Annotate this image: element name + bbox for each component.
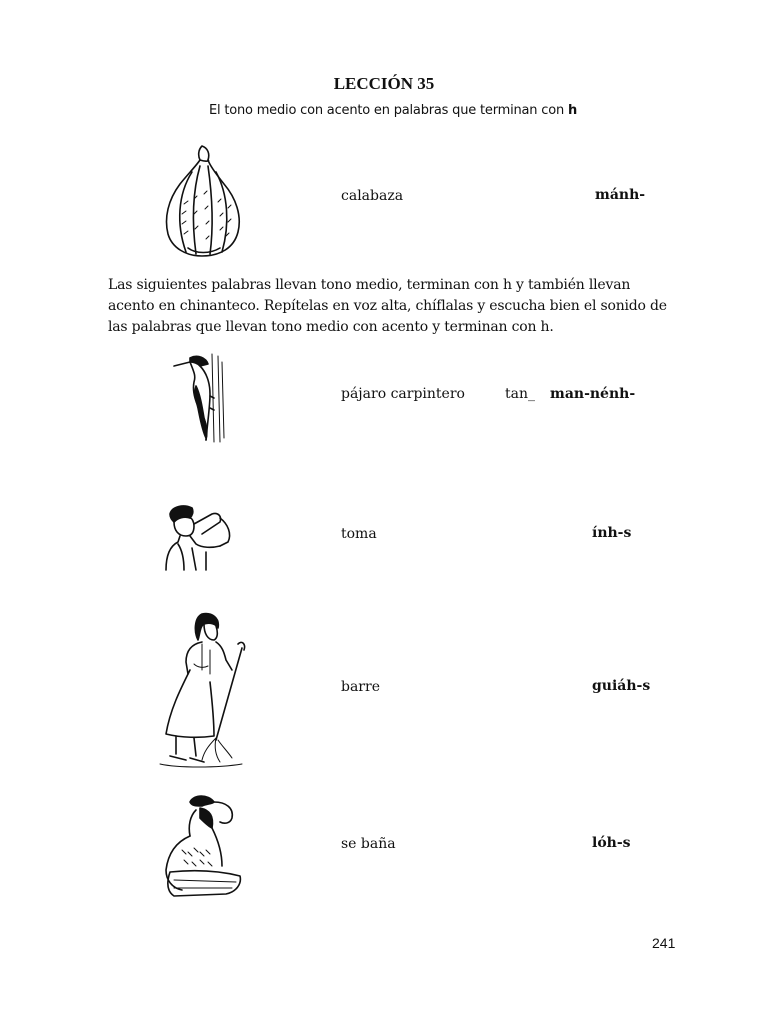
item-word-woodpecker: pájaro carpintero xyxy=(341,386,465,402)
page-title: LECCIÓN 35 xyxy=(333,74,435,93)
example-tone: mánh- xyxy=(595,187,646,203)
subtitle-bold-letter: h xyxy=(567,103,577,118)
item-tone-woodpecker: man-nénh- xyxy=(550,386,636,402)
page-number: 241 xyxy=(652,935,676,951)
squash-illustration xyxy=(158,144,248,259)
item-word-drink: toma xyxy=(341,526,377,542)
item-tone-bathe: lóh-s xyxy=(592,835,631,851)
item-tone-sweep: guiáh-s xyxy=(592,678,651,694)
item-word-bathe: se baña xyxy=(341,836,396,852)
drinking-person-illustration xyxy=(162,504,244,572)
item-tone-prefix-woodpecker: tan_ xyxy=(505,386,535,402)
subtitle-text: El tono medio con acento en palabras que terminan con xyxy=(208,103,564,118)
sweeping-woman-illustration xyxy=(158,610,250,770)
instructions-paragraph: Las siguientes palabras llevan tono medio, terminan con h y también llevan acento en chinanteco. Repítelas en voz alta, chíflalas y escucha bien el sonido de las palabras que llevan tono medio con acento y terminan con h. xyxy=(108,277,667,335)
example-word: calabaza xyxy=(341,188,404,204)
item-word-sweep: barre xyxy=(341,679,380,695)
page-subtitle xyxy=(0,103,768,118)
woodpecker-illustration xyxy=(172,352,232,444)
item-tone-drink: ính-s xyxy=(592,525,632,541)
bathing-woman-illustration xyxy=(160,792,244,900)
